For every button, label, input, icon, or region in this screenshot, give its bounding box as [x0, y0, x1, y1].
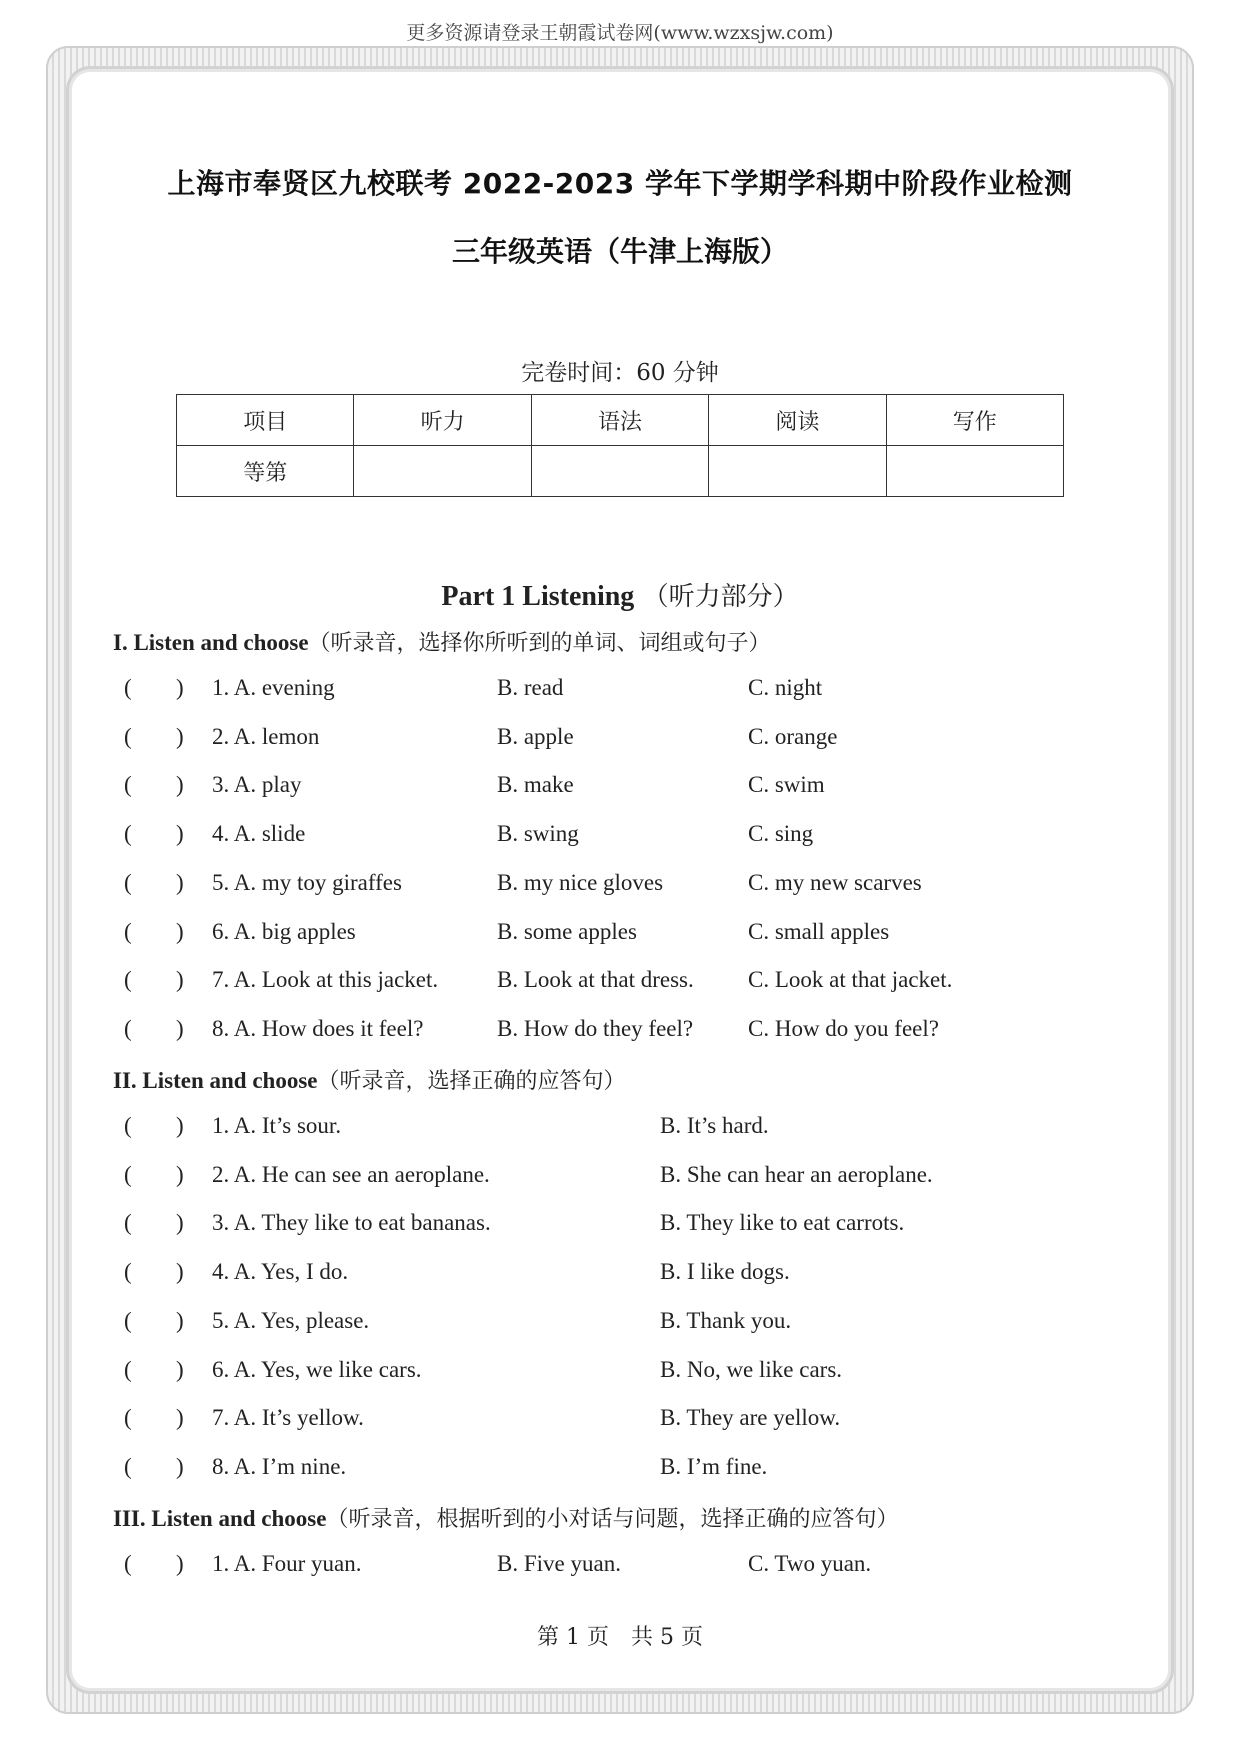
answer-paren-open[interactable]: (	[124, 1453, 132, 1479]
answer-paren-close[interactable]: )	[176, 1356, 184, 1382]
answer-paren-open[interactable]: (	[124, 1307, 132, 1333]
answer-paren-close[interactable]: )	[176, 772, 184, 798]
answer-paren-open[interactable]: (	[124, 821, 132, 847]
option-a: 5. A. my toy giraffes	[212, 869, 402, 895]
question-row	[0, 821, 1240, 851]
page-footer: 第 1 页 共 5 页	[537, 1625, 703, 1650]
section3-title-cn: （听录音，根据听到的小对话与问题，选择正确的应答句）	[326, 1507, 899, 1532]
option-b: B. my nice gloves	[497, 869, 664, 895]
option-b: B. They are yellow.	[660, 1405, 841, 1431]
section3-heading	[113, 1502, 898, 1533]
option-b: B. They like to eat carrots.	[660, 1210, 905, 1236]
answer-paren-open[interactable]: (	[124, 1259, 132, 1285]
part1-title-en: Part 1 Listening	[441, 581, 635, 612]
answer-paren-close[interactable]: )	[176, 1307, 184, 1333]
answer-paren-open[interactable]: (	[124, 918, 132, 944]
answer-paren-open[interactable]: (	[124, 1015, 132, 1041]
answer-paren-open[interactable]: (	[124, 1356, 132, 1382]
score-header-grammar: 语法	[531, 395, 708, 446]
answer-paren-open[interactable]: (	[124, 772, 132, 798]
section2-heading	[113, 1064, 626, 1095]
answer-paren-open[interactable]: (	[124, 1551, 132, 1576]
question-row	[0, 1259, 1240, 1289]
question-row	[0, 919, 1240, 949]
exam-time: 完卷时间：60 分钟	[521, 360, 719, 386]
question-row	[0, 1113, 1240, 1143]
score-cell-listening[interactable]	[354, 446, 531, 497]
option-a: 3. A. play	[212, 772, 302, 798]
answer-paren-open[interactable]: (	[124, 1161, 132, 1187]
question-row	[0, 1454, 1240, 1484]
option-c: C. night	[748, 675, 823, 700]
option-a: 7. A. Look at this jacket.	[212, 967, 439, 993]
option-a: 4. A. Yes, I do.	[212, 1259, 349, 1285]
option-a: 8. A. I’m nine.	[212, 1453, 347, 1479]
option-a: 3. A. They like to eat bananas.	[212, 1210, 491, 1236]
part1-title	[0, 576, 1240, 613]
option-b: B. make	[497, 772, 574, 798]
question-row	[0, 675, 1240, 705]
question-row	[0, 1162, 1240, 1192]
question-row	[0, 870, 1240, 900]
answer-paren-close[interactable]: )	[176, 918, 184, 944]
section1-title-cn: （听录音，选择你所听到的单词、词组或句子）	[308, 631, 771, 656]
option-a: 4. A. slide	[212, 821, 306, 847]
answer-paren-close[interactable]: )	[176, 1259, 184, 1285]
option-b: B. No, we like cars.	[660, 1356, 843, 1382]
option-a: 2. A. lemon	[212, 723, 320, 749]
answer-paren-open[interactable]: (	[124, 723, 132, 749]
part1-title-cn: （听力部分）	[642, 582, 799, 612]
option-b: B. swing	[497, 821, 579, 847]
score-table-header-row	[177, 395, 1064, 446]
option-b: B. How do they feel?	[497, 1015, 694, 1041]
section1-heading	[113, 626, 771, 657]
answer-paren-open[interactable]: (	[124, 967, 132, 993]
answer-paren-close[interactable]: )	[176, 1551, 184, 1576]
option-b: B. some apples	[497, 918, 637, 944]
answer-paren-close[interactable]: )	[176, 1113, 184, 1138]
option-c: C. How do you feel?	[748, 1015, 939, 1041]
answer-paren-open[interactable]: (	[124, 1113, 132, 1138]
answer-paren-open[interactable]: (	[124, 869, 132, 895]
question-row	[0, 1308, 1240, 1338]
option-b: B. I like dogs.	[660, 1259, 790, 1285]
answer-paren-close[interactable]: )	[176, 1210, 184, 1236]
score-header-item: 项目	[177, 395, 354, 446]
option-a: 5. A. Yes, please.	[212, 1307, 370, 1333]
score-cell-writing[interactable]	[886, 446, 1063, 497]
question-row	[0, 1357, 1240, 1387]
answer-paren-open[interactable]: (	[124, 1210, 132, 1236]
option-c: C. swim	[748, 772, 825, 798]
section2-title-en: II. Listen and choose	[113, 1068, 318, 1093]
option-a: 6. A. big apples	[212, 918, 356, 944]
option-c: C. Look at that jacket.	[748, 967, 953, 993]
option-a: 1. A. It’s sour.	[212, 1113, 342, 1138]
exam-subtitle: 三年级英语（牛津上海版）	[451, 235, 788, 268]
option-b: B. apple	[497, 723, 574, 749]
option-a: 2. A. He can see an aeroplane.	[212, 1161, 490, 1187]
option-c: C. small apples	[748, 918, 890, 944]
question-row	[0, 1016, 1240, 1046]
answer-paren-open[interactable]: (	[124, 675, 132, 700]
section1-title-en: I. Listen and choose	[113, 630, 309, 655]
option-b: B. It’s hard.	[660, 1113, 769, 1138]
option-b: B. Thank you.	[660, 1307, 792, 1333]
option-c: C. Two yuan.	[748, 1551, 872, 1576]
answer-paren-close[interactable]: )	[176, 821, 184, 847]
option-b: B. I’m fine.	[660, 1453, 768, 1479]
option-a: 1. A. evening	[212, 675, 335, 700]
score-header-reading: 阅读	[709, 395, 886, 446]
answer-paren-close[interactable]: )	[176, 967, 184, 993]
score-header-writing: 写作	[886, 395, 1063, 446]
question-row	[0, 1551, 1240, 1581]
question-row	[0, 1210, 1240, 1240]
watermark-text: 更多资源请登录王朝霞试卷网(www.wzxsjw.com)	[406, 22, 834, 44]
option-a: 8. A. How does it feel?	[212, 1015, 424, 1041]
answer-paren-close[interactable]: )	[176, 1161, 184, 1187]
question-row	[0, 772, 1240, 802]
score-header-listening: 听力	[354, 395, 531, 446]
answer-paren-close[interactable]: )	[176, 1015, 184, 1041]
answer-paren-close[interactable]: )	[176, 723, 184, 749]
answer-paren-open[interactable]: (	[124, 1405, 132, 1431]
exam-title: 上海市奉贤区九校联考 2022-2023 学年下学期学科期中阶段作业检测	[167, 167, 1073, 200]
option-b: B. She can hear an aeroplane.	[660, 1161, 933, 1187]
option-a: 1. A. Four yuan.	[212, 1551, 362, 1576]
answer-paren-close[interactable]: )	[176, 1453, 184, 1479]
question-row	[0, 1405, 1240, 1435]
score-cell-grammar[interactable]	[531, 446, 708, 497]
section3-title-en: III. Listen and choose	[113, 1506, 327, 1531]
option-b: B. Look at that dress.	[497, 967, 694, 993]
question-row	[0, 967, 1240, 997]
option-c: C. my new scarves	[748, 869, 922, 895]
option-a: 7. A. It’s yellow.	[212, 1405, 364, 1431]
option-b: B. read	[497, 675, 564, 700]
option-a: 6. A. Yes, we like cars.	[212, 1356, 422, 1382]
question-row	[0, 724, 1240, 754]
option-b: B. Five yuan.	[497, 1551, 621, 1576]
score-table	[176, 394, 1064, 497]
answer-paren-close[interactable]: )	[176, 675, 184, 700]
score-row-label: 等第	[177, 446, 354, 497]
answer-paren-close[interactable]: )	[176, 869, 184, 895]
score-table-grade-row	[177, 446, 1064, 497]
score-cell-reading[interactable]	[709, 446, 886, 497]
option-c: C. sing	[748, 821, 814, 847]
answer-paren-close[interactable]: )	[176, 1405, 184, 1431]
option-c: C. orange	[748, 723, 838, 749]
section2-title-cn: （听录音，选择正确的应答句）	[317, 1069, 626, 1094]
